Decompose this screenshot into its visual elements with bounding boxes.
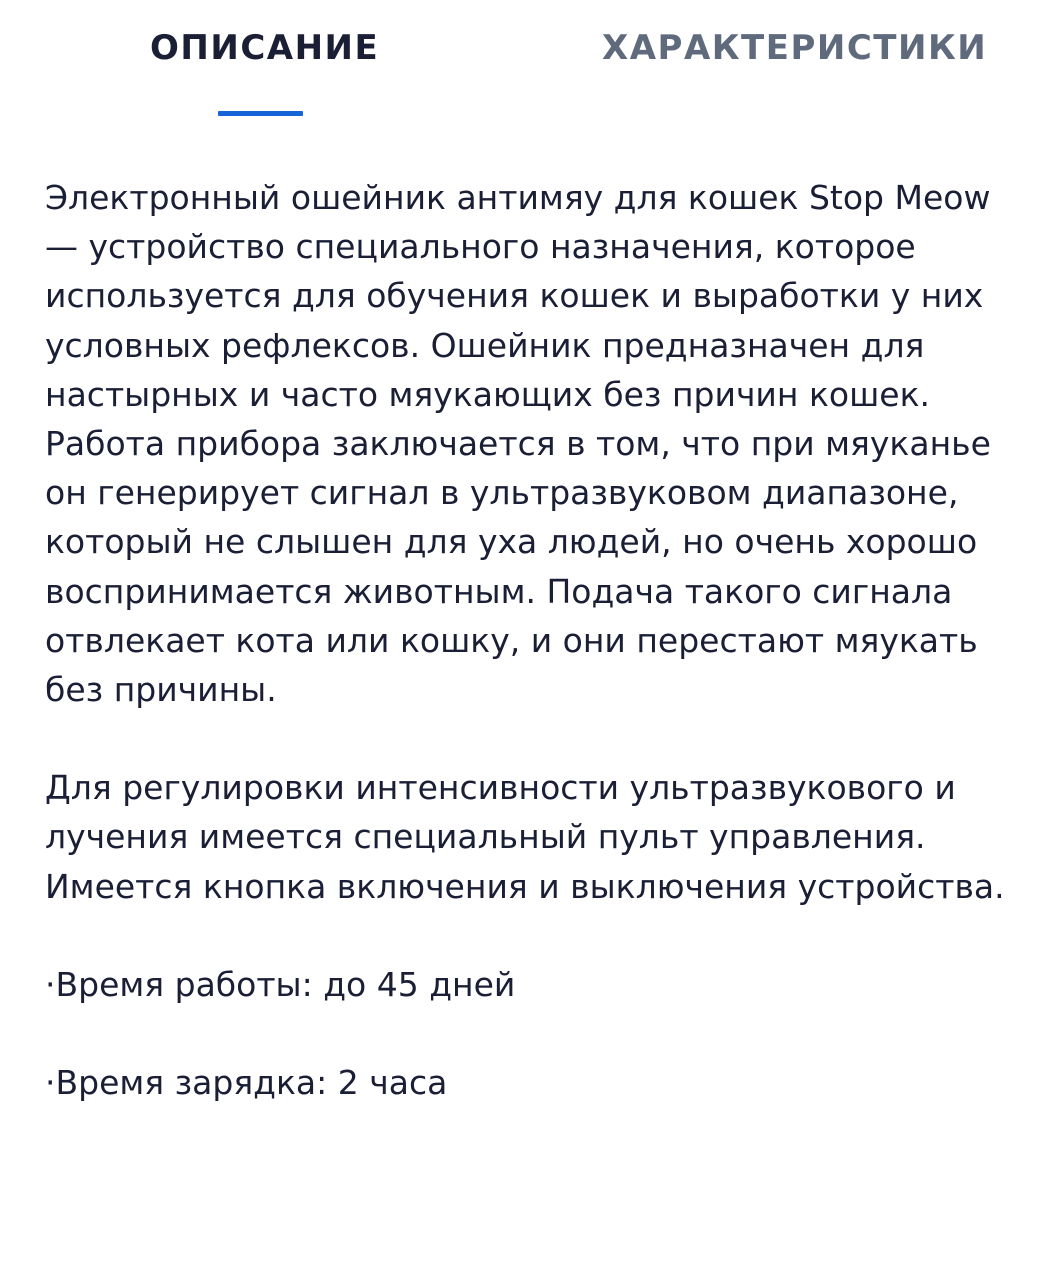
tab-characteristics[interactable]: ХАРАКТЕРИСТИКИ [602, 28, 988, 68]
tab-description[interactable]: ОПИСАНИЕ [150, 28, 380, 68]
description-paragraph: Электронный ошейник антимяу для кошек Stop Meow — устройство специального назначения, которое используется для обучения кошек и выработки у них условных рефлексов. Ошейник предназначен для настырных и часто мяукающих без причин кошек. Работа прибора заключается в том, что при мяуканье он генерирует сигнал в ультразвуковом диапазоне, который не слышен для уха людей, но очень хорошо воспринимается животным. Подача такого сигнала отвлекает кота или кошку, и они перестают мяукать без причины. [45, 178, 991, 710]
description-content [45, 173, 1005, 1107]
tab-bar [0, 0, 1041, 120]
active-tab-indicator [218, 111, 303, 116]
spec-bullet-work-time: ·Время работы: до 45 дней [45, 964, 516, 1004]
spec-bullet-charge-time: ·Время зарядка: 2 часа [45, 1063, 448, 1103]
description-paragraph: Для регулировки интенсивности ультразвукового и лучения имеется специальный пульт управления. Имеется кнопка включения и выключения устройства. [45, 768, 1005, 906]
